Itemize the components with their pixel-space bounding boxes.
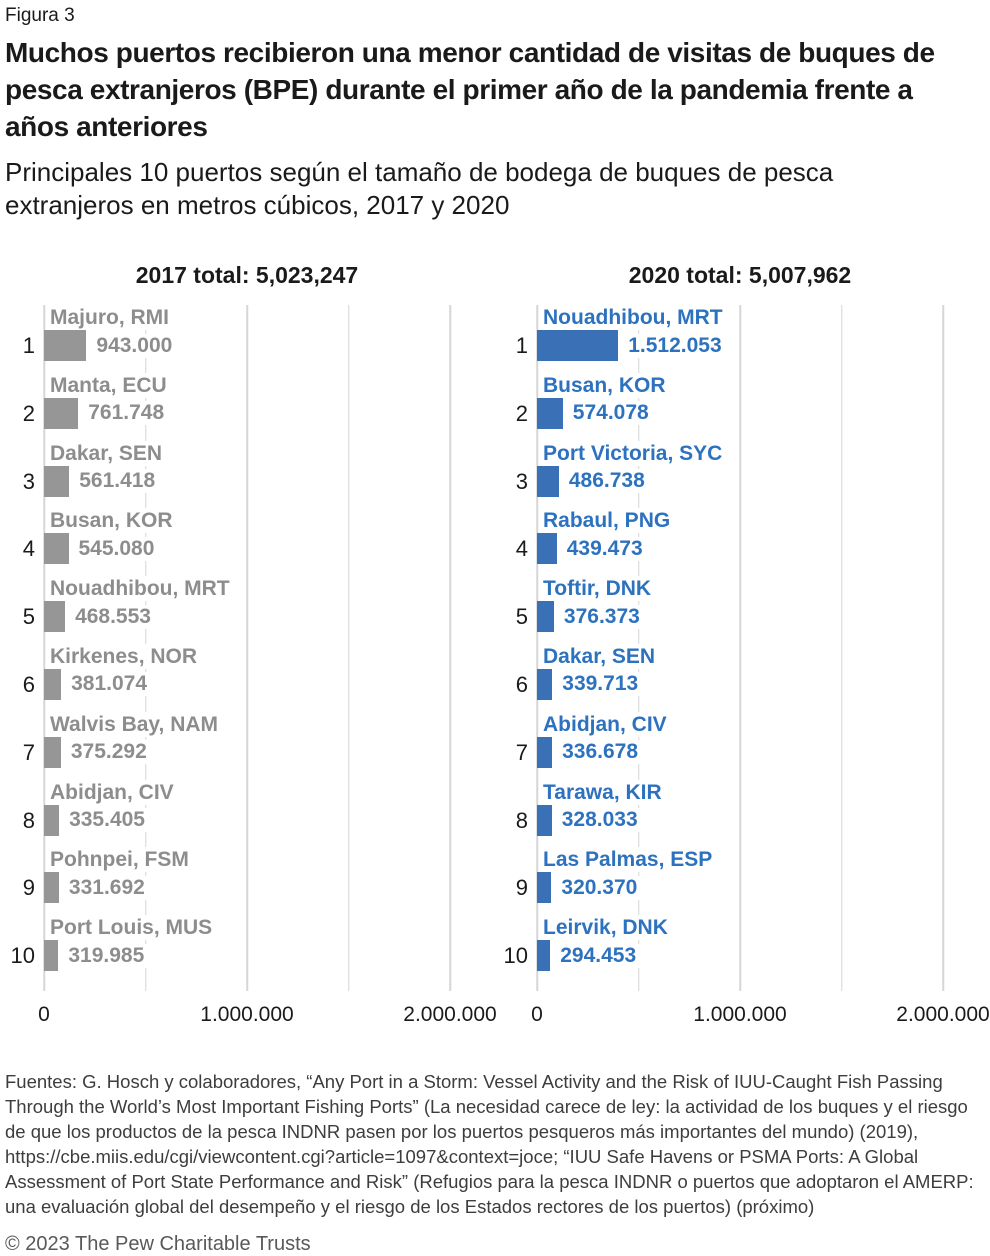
rank-label: 3: [515, 468, 528, 494]
axis-tick-label: 1.000.000: [693, 1003, 787, 1026]
rank-label: 6: [515, 671, 528, 697]
chart-row: [22, 644, 450, 712]
bar: [44, 737, 61, 768]
value-label: 328.033: [558, 808, 642, 832]
chart-title: 2017 total: 5,023,247: [135, 262, 359, 288]
bar: [537, 398, 563, 429]
rank-label: 4: [22, 536, 35, 562]
value-label: 574.078: [569, 401, 653, 425]
bar: [537, 669, 552, 700]
bar: [537, 601, 554, 632]
rank-label: 10: [503, 943, 528, 969]
port-label: Tarawa, KIR: [540, 780, 667, 805]
value-label: 439.473: [563, 537, 647, 561]
chart-row: [10, 915, 450, 983]
value-label: 1.512.053: [624, 334, 725, 358]
bar-line: [44, 330, 173, 361]
port-label: Nouadhibou, MRT: [540, 305, 728, 330]
port-label: Port Victoria, SYC: [540, 441, 727, 466]
bar: [537, 466, 559, 497]
value-label: 320.370: [557, 876, 641, 900]
rank-label: 2: [515, 400, 528, 426]
port-label: Walvis Bay, NAM: [47, 712, 223, 737]
bar-line: [537, 737, 639, 768]
port-label: Nouadhibou, MRT: [47, 576, 235, 601]
chart-row: [515, 373, 943, 441]
figure-label: Figura 3: [5, 5, 75, 26]
bar: [537, 533, 557, 564]
footer-copyright: © 2023 The Pew Charitable Trusts: [5, 1233, 311, 1255]
axis-tick-label: 1.000.000: [200, 1003, 294, 1026]
bar-line: [537, 940, 637, 971]
x-axis: [38, 1003, 497, 1033]
port-label: Busan, KOR: [540, 373, 671, 398]
chart-row: [515, 644, 943, 712]
chart-row: [22, 712, 450, 780]
rank-label: 5: [515, 604, 528, 630]
chart-row: [22, 847, 450, 915]
rank-label: 10: [10, 943, 35, 969]
port-label: Abidjan, CIV: [47, 780, 179, 805]
bar: [44, 398, 78, 429]
bar-line: [44, 805, 145, 836]
rank-label: 7: [515, 739, 528, 765]
value-label: 943.000: [92, 334, 176, 358]
chart-2017: [10, 262, 497, 1033]
rank-label: 9: [22, 875, 35, 901]
bar-line: [537, 601, 640, 632]
port-label: Las Palmas, ESP: [540, 847, 717, 872]
port-label: Abidjan, CIV: [540, 712, 672, 737]
chart-row: [515, 780, 943, 848]
bar-line: [44, 398, 165, 429]
value-label: 336.678: [558, 740, 642, 764]
rank-label: 7: [22, 739, 35, 765]
axis-tick-label: 2.000.000: [896, 1003, 990, 1026]
bar: [44, 805, 59, 836]
rank-label: 8: [22, 807, 35, 833]
rank-label: 5: [22, 604, 35, 630]
rank-label: 3: [22, 468, 35, 494]
port-label: Port Louis, MUS: [47, 915, 217, 940]
rank-label: 6: [22, 671, 35, 697]
chart-row: [515, 441, 943, 509]
rank-label: 1: [515, 333, 528, 358]
port-label: Majuro, RMI: [47, 305, 174, 330]
port-label: Dakar, SEN: [47, 441, 167, 466]
value-label: 761.748: [84, 401, 168, 425]
chart-row: [22, 441, 450, 509]
bar-line: [537, 466, 645, 497]
bar-line: [44, 533, 155, 564]
bar-line: [44, 737, 147, 768]
chart-row: [503, 915, 943, 983]
port-label: Leirvik, DNK: [540, 915, 673, 940]
bar: [44, 940, 58, 971]
bar: [537, 737, 552, 768]
chart-row: [515, 576, 943, 644]
value-label: 335.405: [65, 808, 149, 832]
axis-tick-label: 0: [531, 1003, 543, 1026]
bar: [537, 872, 551, 903]
plot-area: [10, 305, 450, 991]
bar-line: [44, 669, 148, 700]
port-label: Pohnpei, FSM: [47, 847, 194, 872]
bar-line: [537, 805, 638, 836]
bar: [44, 533, 69, 564]
page-title: Muchos puertos recibieron una menor cantidad de visitas de buques de pesca extranjeros (BPE) durante el primer año de la pandemia frente a años anteriores: [5, 37, 935, 142]
value-label: 294.453: [556, 944, 640, 968]
bar-line: [537, 398, 649, 429]
chart-row: [515, 712, 943, 780]
port-label: Busan, KOR: [47, 508, 178, 533]
chart-2020: [503, 262, 990, 1033]
port-label: Toftir, DNK: [540, 576, 656, 601]
rank-label: 8: [515, 807, 528, 833]
port-label: Kirkenes, NOR: [47, 644, 202, 669]
value-label: 375.292: [67, 740, 151, 764]
value-label: 468.553: [71, 605, 155, 629]
value-label: 331.692: [65, 876, 149, 900]
axis-tick-label: 0: [38, 1003, 50, 1026]
chart-row: [22, 576, 450, 644]
page-subtitle: Principales 10 puertos según el tamaño de bodega de buques de pesca extranjeros en metros cúbicos, 2017 y 2020: [5, 157, 834, 220]
charts-section: [5, 262, 990, 1033]
chart-row: [515, 508, 943, 576]
bar-line: [537, 669, 639, 700]
rank-label: 2: [22, 400, 35, 426]
bar: [537, 805, 552, 836]
value-label: 376.373: [560, 605, 644, 629]
value-label: 319.985: [64, 944, 148, 968]
plot-area: [503, 305, 943, 991]
port-label: Dakar, SEN: [540, 644, 660, 669]
chart-row: [22, 305, 450, 373]
bar: [44, 330, 86, 361]
bar-line: [537, 330, 722, 361]
axis-tick-label: 2.000.000: [403, 1003, 497, 1026]
port-label: Rabaul, PNG: [540, 508, 675, 533]
chart-title: 2020 total: 5,007,962: [628, 262, 852, 288]
bar: [44, 466, 69, 497]
value-label: 339.713: [558, 672, 642, 696]
rank-label: 1: [22, 333, 35, 358]
value-label: 561.418: [75, 469, 159, 493]
footer-sources: Fuentes: G. Hosch y colaboradores, “Any Port in a Storm: Vessel Activity and the Risk of IUU-Caught Fish Passing Through the World’s Most Important Fishing Ports” (La necesidad carece de ley: la actividad de los buques y el riesgo de que los productos de la pesca INDNR pasen por los puertos pesqueros más importantes del mundo) (2019), https://cbe.miis.edu/cgi/viewcontent.cgi?article=1097&context=joce; “IUU Safe Havens or PSMA Ports: A Global Assessment of Port State Performance and Risk” (Refugios para la pesca INDNR o puertos que adoptaron el AMERP: una evaluación global del desempeño y el riesgo de los Estados rectores de los puertos) (próximo): [5, 1071, 974, 1217]
bar-line: [537, 872, 638, 903]
chart-row: [22, 780, 450, 848]
bar-line: [44, 601, 151, 632]
bar: [537, 940, 550, 971]
bar-line: [44, 466, 156, 497]
bar: [44, 669, 61, 700]
chart-row: [22, 373, 450, 441]
bar-line: [537, 533, 643, 564]
rank-label: 9: [515, 875, 528, 901]
rank-label: 4: [515, 536, 528, 562]
bar-line: [44, 872, 145, 903]
chart-row: [515, 847, 943, 915]
value-label: 381.074: [67, 672, 151, 696]
header: [5, 4, 985, 222]
bar: [44, 601, 65, 632]
chart-row: [515, 305, 943, 373]
footer: [5, 1069, 983, 1256]
value-label: 486.738: [565, 469, 649, 493]
bar-line: [44, 940, 145, 971]
x-axis: [531, 1003, 990, 1033]
bar: [44, 872, 59, 903]
bar: [537, 330, 618, 361]
port-label: Manta, ECU: [47, 373, 172, 398]
value-label: 545.080: [75, 537, 159, 561]
chart-row: [22, 508, 450, 576]
